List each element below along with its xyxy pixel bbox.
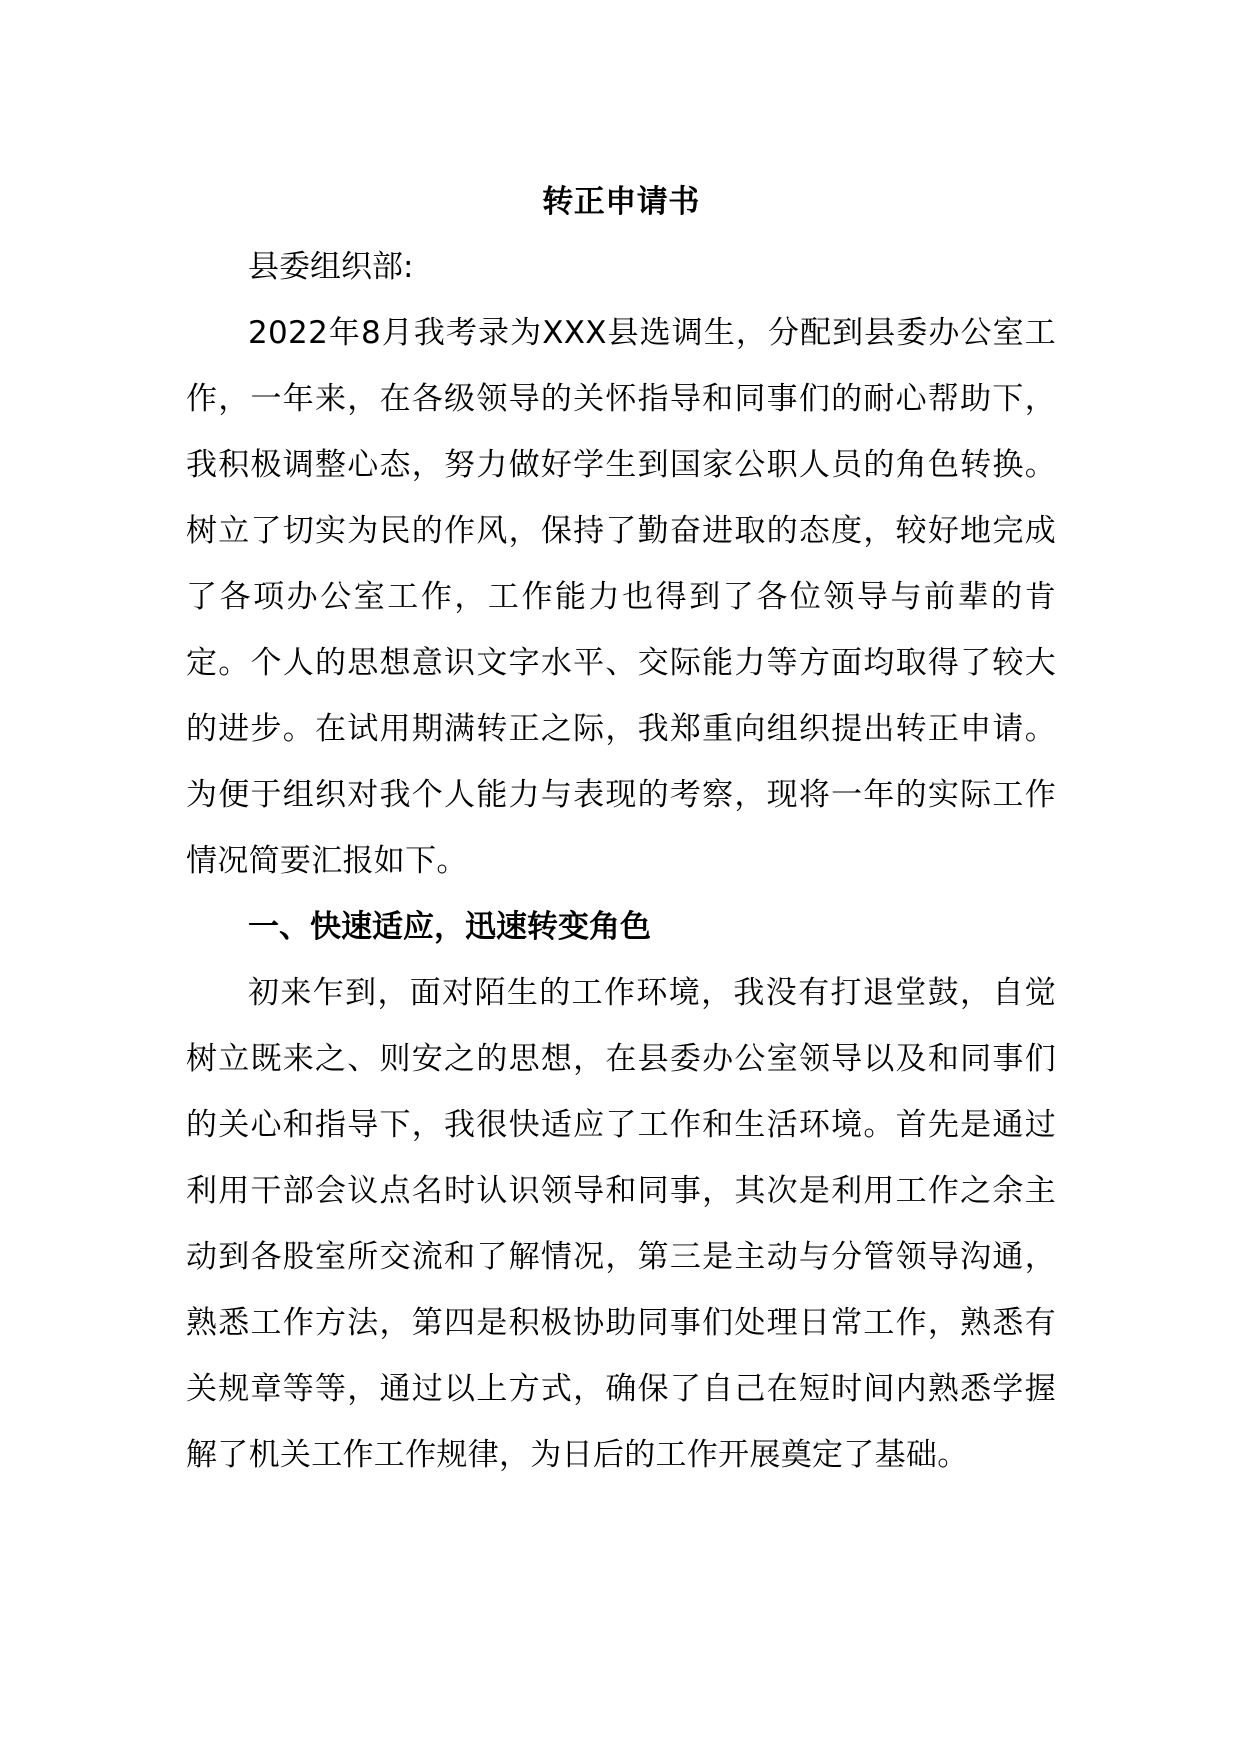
document-title: 转正申请书: [542, 184, 700, 220]
paragraph-section-1: 初来乍到，面对陌生的工作环境，我没有打退堂鼓，自觉树立既来之、则安之的思想，在县委办公室领导以及和同事们的关心和指导下，我很快适应了工作和生活环境。首先是通过利用干部会议点名时认识领导和同事，其次是利用工作之余主动到各股室所交流和了解情况，第三是主动与分管领导沟通，熟悉工作方法，第四是积极协助同事们处理日常工作，熟悉有关规章等等，通过以上方式，确保了自己在短时间内熟悉学握解了机关工作工作规律，为日后的工作开展奠定了基础。: [186, 975, 1056, 1473]
section-heading-1: 一、快速适应，迅速转变角色: [248, 909, 651, 945]
salutation: 县委组织部:: [248, 249, 414, 285]
paragraph-intro: 2022年8月我考录为XXX县选调生，分配到县委办公室工作，一年来，在各级领导的关怀指导和同事们的耐心帮助下，我积极调整心态，努力做好学生到国家公职人员的角色转换。树立了切实为民的作风，保持了勤奋进取的态度，较好地完成了各项办公室工作，工作能力也得到了各位领导与前辈的肯定。个人的思想意识文字水平、交际能力等方面均取得了较大的进步。在试用期满转正之际，我郑重向组织提出转正申请。为便于组织对我个人能力与表现的考察，现将一年的实际工作情况简要汇报如下。: [186, 315, 1056, 879]
document-body: [186, 172, 1056, 1488]
